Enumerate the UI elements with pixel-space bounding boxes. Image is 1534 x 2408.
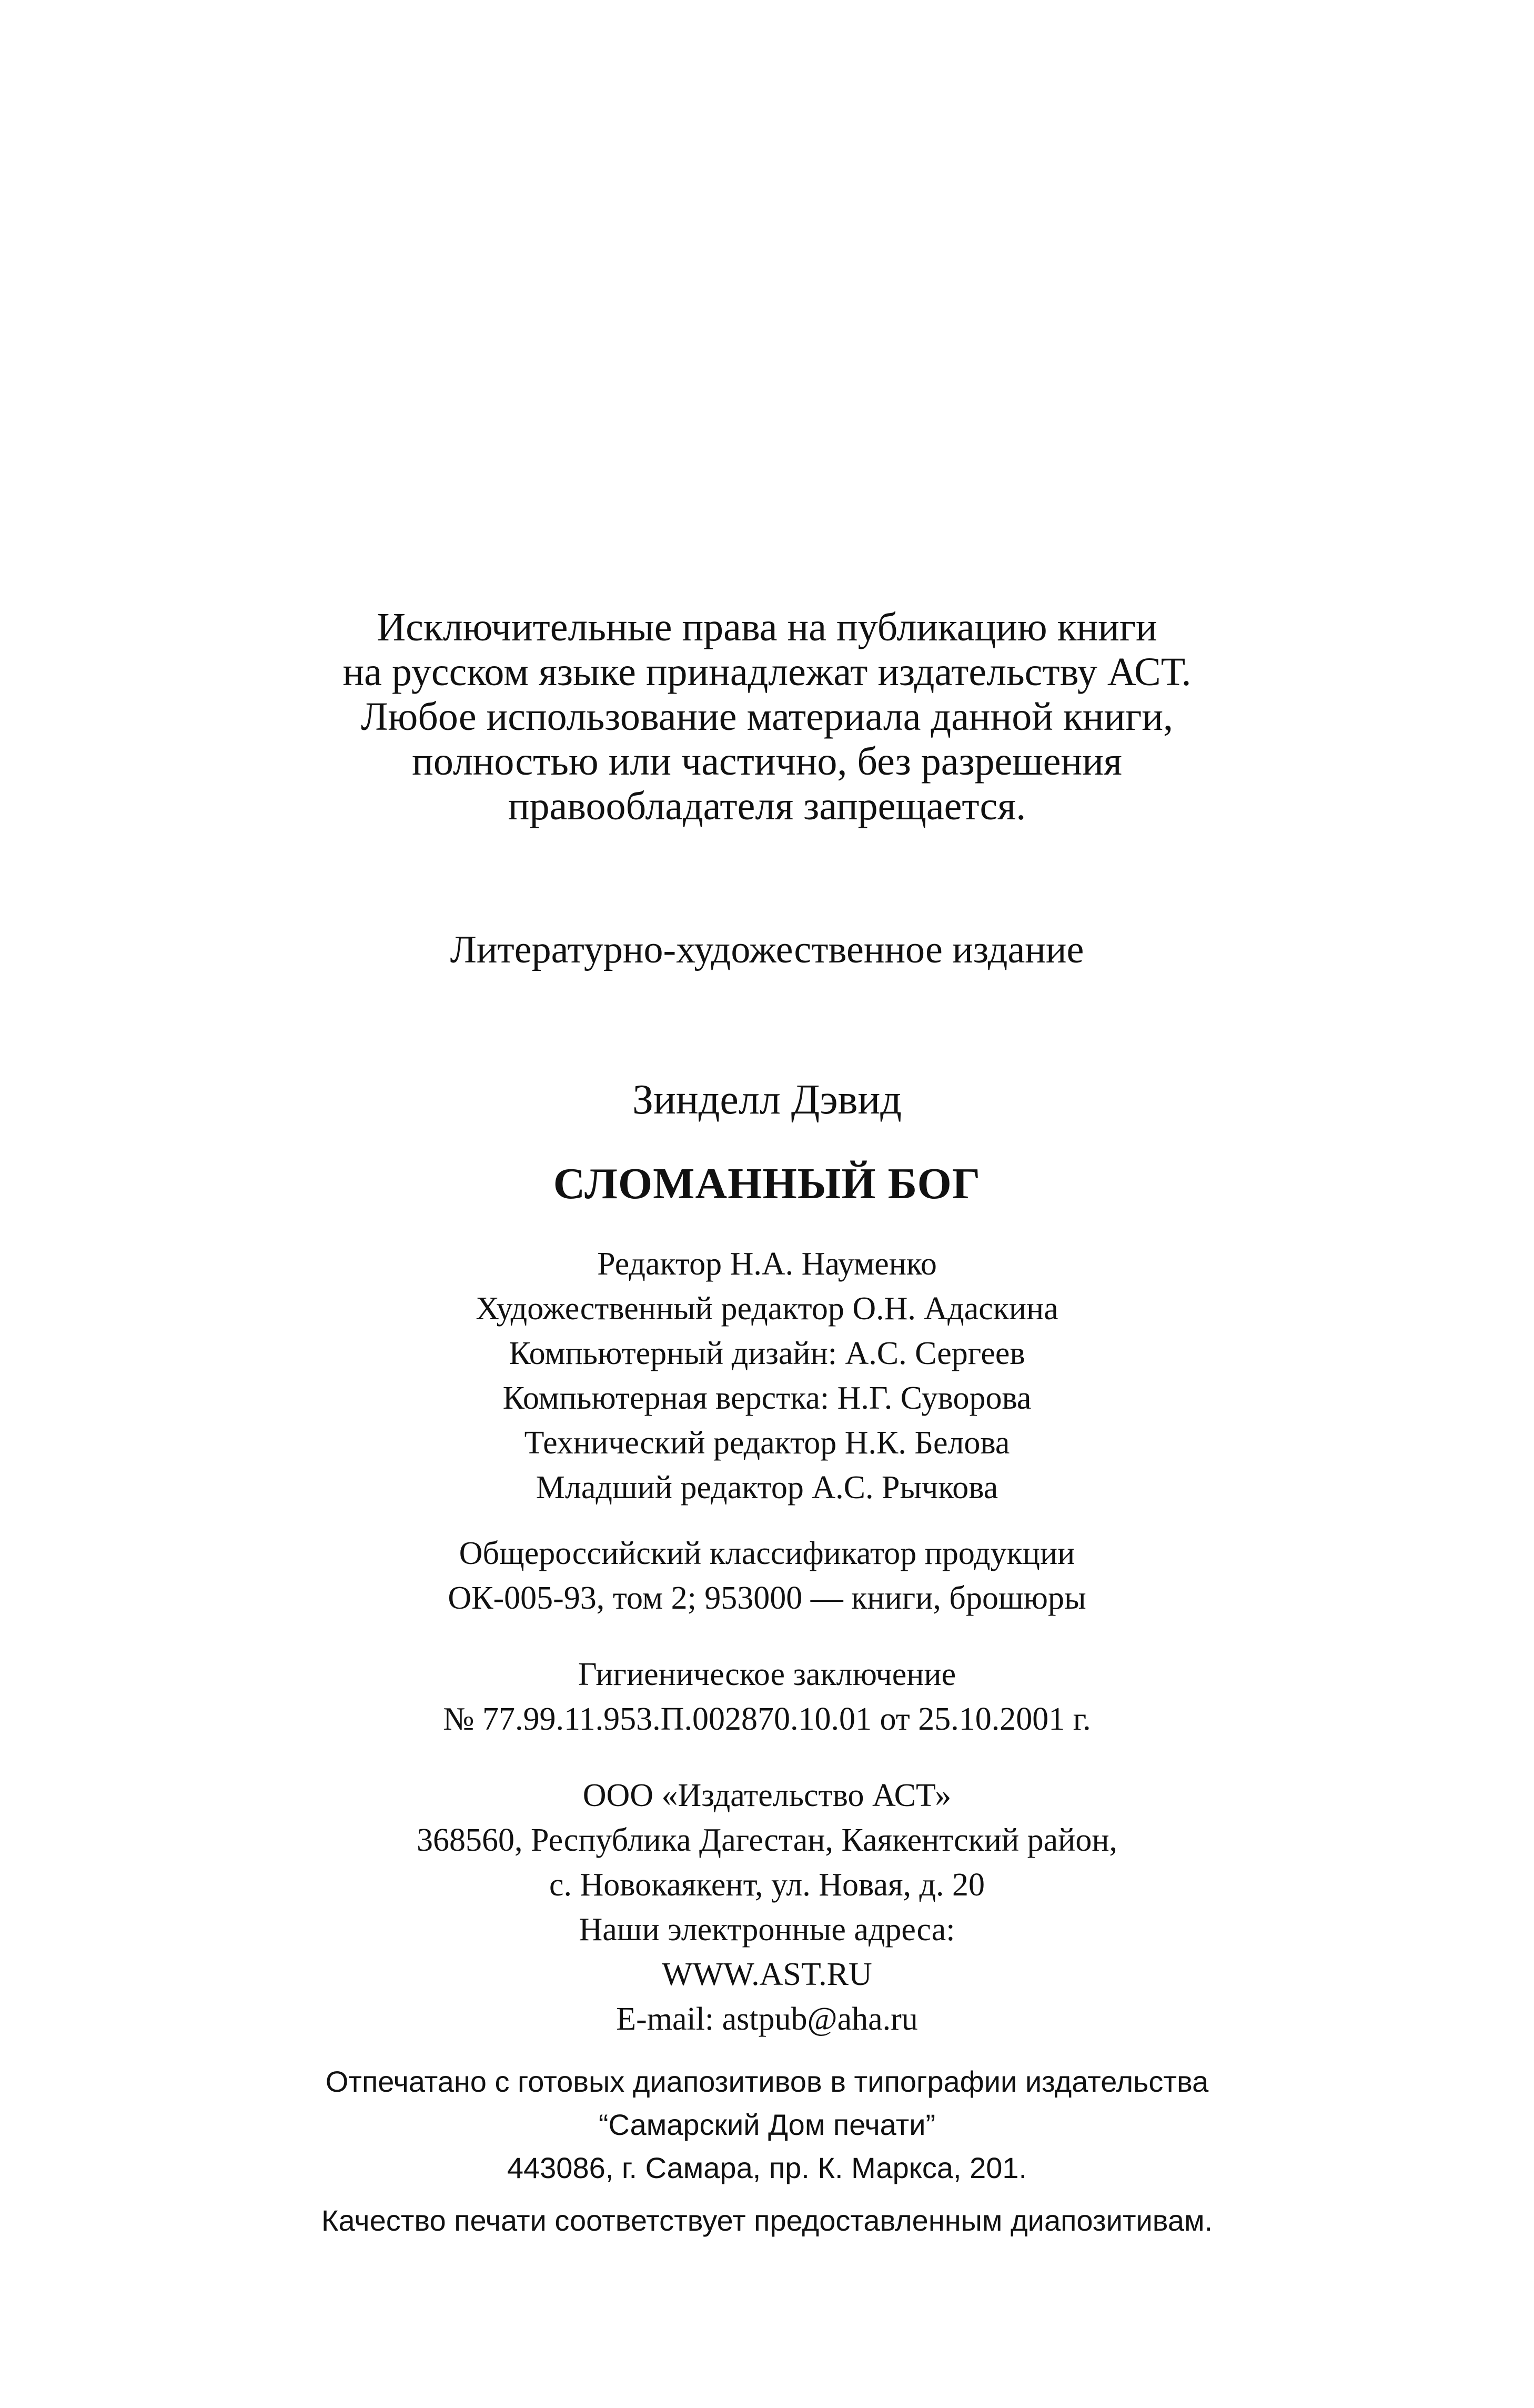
rights-notice-line: правообладателя запрещается. [508,784,1026,828]
printing-line: Отпечатано с готовых диапозитивов в типографии издательства [325,2065,1209,2098]
rights-notice-line: Любое использование материала данной книги, [360,695,1174,739]
author-name [0,1073,1534,1126]
credit-line: Компьютерная верстка: Н.Г. Суворова [502,1380,1032,1416]
hygienic-line: № 77.99.11.953.П.002870.10.01 от 25.10.2001 г. [443,1701,1091,1737]
classifier-line: Общероссийский классификатор продукции [459,1536,1075,1571]
product-classifier [0,1531,1534,1621]
rights-notice-line: полностью или частично, без разрешения [412,739,1122,784]
printing-line: “Самарский Дом печати” [598,2108,936,2141]
rights-notice-line: Исключительные права на публикацию книги [377,605,1157,649]
publisher-line: ООО «Издательство АСТ» [582,1778,952,1813]
credit-line: Художественный редактор О.Н. Адаскина [476,1291,1058,1327]
publisher-line: 368560, Республика Дагестан, Каякентский район, [416,1822,1118,1858]
publisher-website: WWW.AST.RU [662,1956,872,1992]
hygienic-certificate [0,1652,1534,1742]
rights-notice-line: на русском языке принадлежат издательству АСТ. [342,650,1192,694]
rights-notice [0,605,1534,829]
printing-line: 443086, г. Самара, пр. К. Маркса, 201. [507,2151,1027,2184]
publisher-info [0,1773,1534,2042]
credit-line: Младший редактор А.С. Рычкова [536,1470,998,1506]
publisher-email: E-mail: astpub@aha.ru [616,2001,918,2037]
edition-type [0,926,1534,974]
book-title-text: СЛОМАННЫЙ БОГ [553,1159,981,1208]
publisher-line: Наши электронные адреса: [579,1912,955,1948]
classifier-line: ОК-005-93, том 2; 953000 — книги, брошюры [448,1580,1086,1616]
hygienic-line: Гигиеническое заключение [578,1657,956,1692]
author-name-text: Зинделл Дэвид [632,1077,902,1123]
printing-info [0,2060,1534,2242]
edition-type-text: Литературно-художественное издание [450,928,1084,971]
credit-line: Технический редактор Н.К. Белова [524,1425,1010,1461]
book-title [0,1155,1534,1213]
credit-line: Редактор Н.А. Науменко [597,1246,937,1282]
credits-list [0,1242,1534,1510]
publisher-line: с. Новокаякент, ул. Новая, д. 20 [549,1867,985,1903]
print-quality-note: Качество печати соответствует предоставленным диапозитивам. [321,2204,1213,2237]
credit-line: Компьютерный дизайн: А.С. Сергеев [509,1336,1025,1371]
